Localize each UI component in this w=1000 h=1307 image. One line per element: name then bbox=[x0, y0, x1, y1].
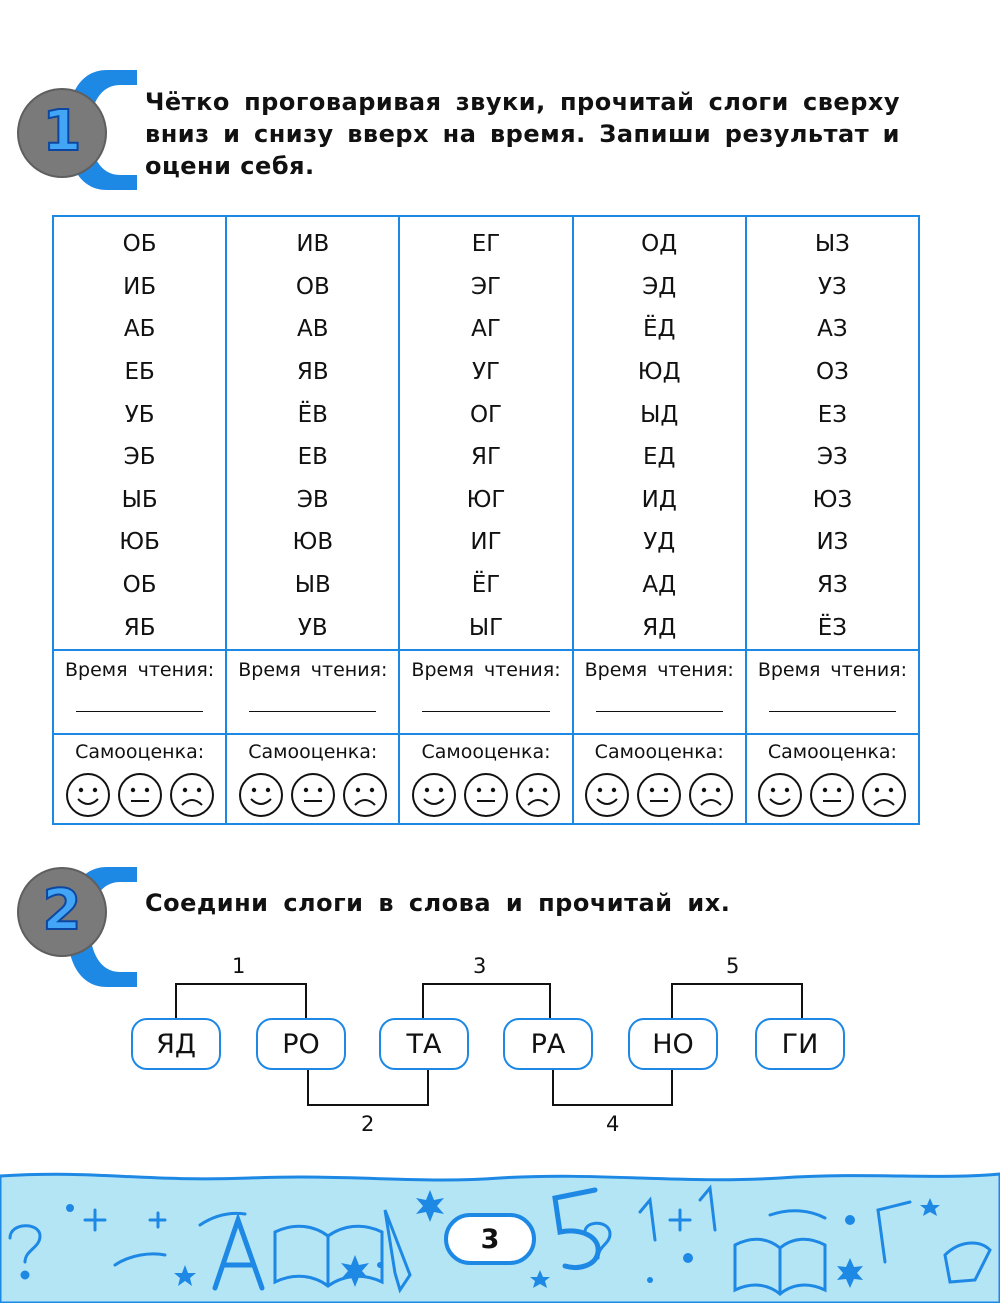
syllable: ЫВ bbox=[294, 572, 331, 599]
connector-number: 4 bbox=[606, 1112, 620, 1136]
reading-time-label: Время чтения: bbox=[757, 659, 907, 681]
syllable: ЫБ bbox=[121, 486, 158, 513]
neutral-face-icon[interactable] bbox=[635, 771, 683, 819]
self-assessment-cell bbox=[747, 733, 918, 823]
smiling-face-icon[interactable] bbox=[64, 771, 112, 819]
syllable: УД bbox=[643, 529, 676, 556]
syllable: УГ bbox=[471, 359, 501, 386]
syllable: ОД bbox=[641, 231, 678, 258]
task2-number: 2 bbox=[42, 878, 82, 943]
syllable: ЯБ bbox=[123, 614, 156, 641]
sad-face-icon[interactable] bbox=[341, 771, 389, 819]
connector-number: 1 bbox=[232, 954, 246, 978]
syllable: ЁВ bbox=[297, 401, 328, 428]
syllable-box[interactable]: РО bbox=[256, 1018, 346, 1070]
syllable: ЮД bbox=[637, 359, 681, 386]
neutral-face-icon[interactable] bbox=[462, 771, 510, 819]
syllable: ЭБ bbox=[123, 444, 156, 471]
syllable: ЫЗ bbox=[814, 231, 850, 258]
syllable: ОБ bbox=[122, 231, 157, 258]
syllable-column bbox=[225, 217, 398, 823]
self-assessment-cell bbox=[400, 733, 571, 823]
reading-time-label: Время чтения: bbox=[65, 659, 215, 681]
syllable: ОГ bbox=[469, 401, 503, 428]
self-assessment-label: Самооценка: bbox=[248, 741, 378, 763]
syllable: ЯД bbox=[642, 614, 677, 641]
face-options bbox=[400, 771, 571, 819]
syllable: АД bbox=[642, 572, 677, 599]
smiling-face-icon[interactable] bbox=[756, 771, 804, 819]
face-options bbox=[227, 771, 398, 819]
syllable-column bbox=[572, 217, 745, 823]
syllable: ЁГ bbox=[471, 572, 501, 599]
syllable: ЕД bbox=[642, 444, 676, 471]
sad-face-icon[interactable] bbox=[168, 771, 216, 819]
connector-number: 2 bbox=[361, 1112, 375, 1136]
syllable: ЭГ bbox=[470, 273, 502, 300]
neutral-face-icon[interactable] bbox=[116, 771, 164, 819]
syllable-list bbox=[747, 217, 918, 649]
task1-badge bbox=[12, 65, 112, 185]
syllable: ЕБ bbox=[124, 359, 155, 386]
task1-instruction: Чётко проговаривая звуки, прочитай слоги сверху вниз и снизу вверх на время. Запиши результат и оцени себя. bbox=[145, 88, 900, 180]
syllable: ЭЗ bbox=[817, 444, 848, 471]
syllable-list bbox=[574, 217, 745, 649]
connector-number: 5 bbox=[726, 954, 740, 978]
syllable: ИЗ bbox=[816, 529, 849, 556]
syllable-box[interactable]: ГИ bbox=[755, 1018, 845, 1070]
syllable: УЗ bbox=[818, 273, 847, 300]
task2-instruction: Соедини слоги в слова и прочитай их. bbox=[145, 889, 731, 917]
syllable: ЫГ bbox=[468, 614, 504, 641]
reading-time-cell bbox=[54, 649, 225, 733]
syllable: ЕЗ bbox=[817, 401, 848, 428]
sad-face-icon[interactable] bbox=[687, 771, 735, 819]
syllable-column bbox=[745, 217, 918, 823]
task1-number: 1 bbox=[42, 99, 82, 164]
syllable: АЗ bbox=[817, 316, 848, 343]
syllable-connection-exercise bbox=[0, 940, 1000, 1140]
smiling-face-icon[interactable] bbox=[583, 771, 631, 819]
syllable: ИБ bbox=[123, 273, 157, 300]
self-assessment-cell bbox=[227, 733, 398, 823]
self-assessment-label: Самооценка: bbox=[767, 741, 897, 763]
reading-time-label: Время чтения: bbox=[411, 659, 561, 681]
neutral-face-icon[interactable] bbox=[808, 771, 856, 819]
syllable-column bbox=[54, 217, 225, 823]
syllable: ЯЗ bbox=[817, 572, 848, 599]
syllable: ОБ bbox=[122, 572, 157, 599]
syllable-table bbox=[52, 215, 920, 825]
syllable-list bbox=[54, 217, 225, 649]
reading-time-cell bbox=[574, 649, 745, 733]
neutral-face-icon[interactable] bbox=[289, 771, 337, 819]
syllable: ИД bbox=[641, 486, 677, 513]
reading-time-answer-line[interactable] bbox=[769, 711, 896, 712]
sad-face-icon[interactable] bbox=[514, 771, 562, 819]
reading-time-answer-line[interactable] bbox=[249, 711, 376, 712]
syllable: ЕВ bbox=[297, 444, 328, 471]
reading-time-cell bbox=[400, 649, 571, 733]
syllable: ЭД bbox=[642, 273, 677, 300]
syllable: ЮЗ bbox=[812, 486, 853, 513]
reading-time-cell bbox=[747, 649, 918, 733]
syllable-box[interactable]: ЯД bbox=[131, 1018, 221, 1070]
syllable-box[interactable]: ТА bbox=[379, 1018, 469, 1070]
syllable: АБ bbox=[123, 316, 156, 343]
connector-number: 3 bbox=[473, 954, 487, 978]
syllable: ЮГ bbox=[466, 486, 506, 513]
face-options bbox=[747, 771, 918, 819]
reading-time-label: Время чтения: bbox=[238, 659, 388, 681]
syllable: ЫД bbox=[640, 401, 679, 428]
syllable: ЯГ bbox=[471, 444, 502, 471]
reading-time-label: Время чтения: bbox=[584, 659, 734, 681]
syllable: АВ bbox=[297, 316, 329, 343]
syllable: ЮБ bbox=[119, 529, 160, 556]
syllable-box[interactable]: РА bbox=[503, 1018, 593, 1070]
syllable: ЁД bbox=[642, 316, 676, 343]
syllable: ЕГ bbox=[471, 231, 501, 258]
syllable-column bbox=[398, 217, 571, 823]
syllable-box[interactable]: НО bbox=[628, 1018, 718, 1070]
syllable: ЭВ bbox=[296, 486, 329, 513]
face-options bbox=[54, 771, 225, 819]
self-assessment-label: Самооценка: bbox=[75, 741, 205, 763]
sad-face-icon[interactable] bbox=[860, 771, 908, 819]
syllable: ЮВ bbox=[292, 529, 334, 556]
smiling-face-icon[interactable] bbox=[410, 771, 458, 819]
face-options bbox=[574, 771, 745, 819]
smiling-face-icon[interactable] bbox=[237, 771, 285, 819]
page-number: 3 bbox=[444, 1213, 536, 1265]
syllable: УБ bbox=[124, 401, 155, 428]
self-assessment-label: Самооценка: bbox=[421, 741, 551, 763]
syllable: ОЗ bbox=[815, 359, 849, 386]
reading-time-cell bbox=[227, 649, 398, 733]
syllable-list bbox=[400, 217, 571, 649]
syllable: ИВ bbox=[296, 231, 330, 258]
reading-time-answer-line[interactable] bbox=[76, 711, 203, 712]
reading-time-answer-line[interactable] bbox=[422, 711, 549, 712]
syllable: ЯВ bbox=[296, 359, 329, 386]
syllable: ЁЗ bbox=[817, 614, 848, 641]
reading-time-answer-line[interactable] bbox=[596, 711, 723, 712]
syllable: УВ bbox=[297, 614, 328, 641]
syllable: ОВ bbox=[295, 273, 330, 300]
self-assessment-cell bbox=[574, 733, 745, 823]
syllable: АГ bbox=[471, 316, 501, 343]
syllable: ИГ bbox=[470, 529, 502, 556]
self-assessment-label: Самооценка: bbox=[594, 741, 724, 763]
self-assessment-cell bbox=[54, 733, 225, 823]
syllable-list bbox=[227, 217, 398, 649]
